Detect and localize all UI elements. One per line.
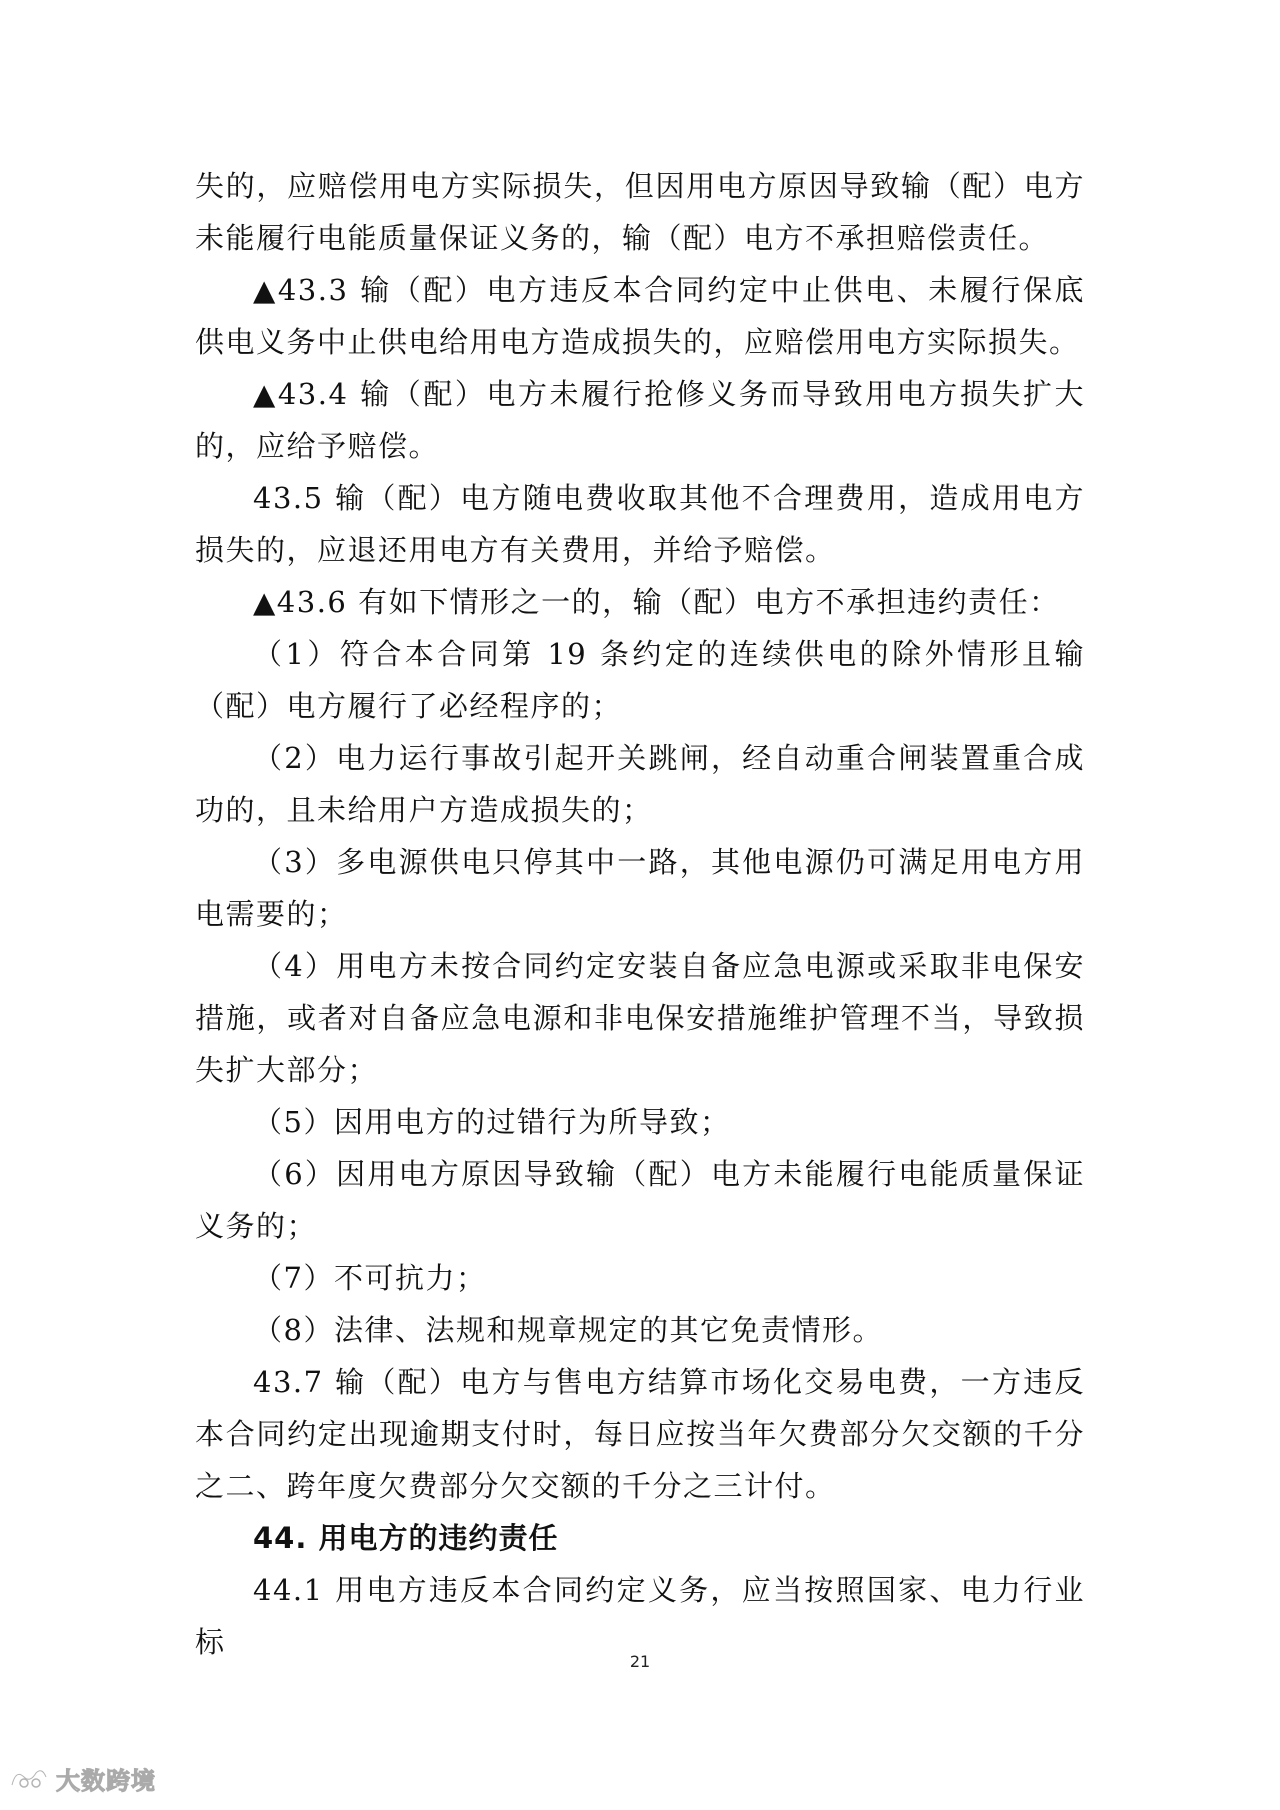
watermark-text: 大数跨境 [56, 1766, 156, 1795]
section-heading-44: 44. 用电方的违约责任 [253, 1521, 559, 1555]
paragraph-43-6: ▲43.6 有如下情形之一的，输（配）电方不承担违约责任： [253, 585, 1060, 619]
paragraph-43-7: 43.7 输（配）电方与售电方结算市场化交易电费，一方违反本合同约定出现逾期支付时，每日应按当年欠费部分欠交额的千分之二、跨年度欠费部分欠交额的千分之三计付。 [195, 1365, 1085, 1503]
paragraph-43-5: 43.5 输（配）电方随电费收取其他不合理费用，造成用电方损失的，应退还用电方有关费用，并给予赔偿。 [195, 481, 1085, 567]
list-item-2: （2）电力运行事故引起开关跳闸，经自动重合闸装置重合成功的，且未给用户方造成损失的； [195, 741, 1085, 827]
list-item-6: （6）因用电方原因导致输（配）电方未能履行电能质量保证义务的； [195, 1157, 1085, 1243]
list-item-4: （4）用电方未按合同约定安装自备应急电源或采取非电保安措施，或者对自备应急电源和非电保安措施维护管理不当，导致损失扩大部分； [195, 949, 1085, 1087]
list-item-5: （5）因用电方的过错行为所导致； [253, 1105, 731, 1139]
page-number: 21 [629, 1652, 651, 1671]
paragraph-44-1: 44.1 用电方违反本合同约定义务，应当按照国家、电力行业标 [195, 1573, 1085, 1659]
document-body [195, 160, 1085, 1668]
paragraph-43-4: ▲43.4 输（配）电方未履行抢修义务而导致用电方损失扩大的，应给予赔偿。 [195, 377, 1085, 463]
watermark [8, 1758, 156, 1798]
list-item-7: （7）不可抗力； [253, 1261, 487, 1295]
list-item-8: （8）法律、法规和规章规定的其它免责情形。 [253, 1313, 883, 1347]
logo-icon [8, 1765, 50, 1791]
paragraph-continuation: 失的，应赔偿用电方实际损失，但因用电方原因导致输（配）电方未能履行电能质量保证义务的，输（配）电方不承担赔偿责任。 [195, 169, 1085, 255]
list-item-1: （1）符合本合同第 19 条约定的连续供电的除外情形且输（配）电方履行了必经程序的； [195, 637, 1085, 723]
list-item-3: （3）多电源供电只停其中一路，其他电源仍可满足用电方用电需要的； [195, 845, 1085, 931]
paragraph-43-3: ▲43.3 输（配）电方违反本合同约定中止供电、未履行保底供电义务中止供电给用电方造成损失的，应赔偿用电方实际损失。 [195, 273, 1085, 359]
